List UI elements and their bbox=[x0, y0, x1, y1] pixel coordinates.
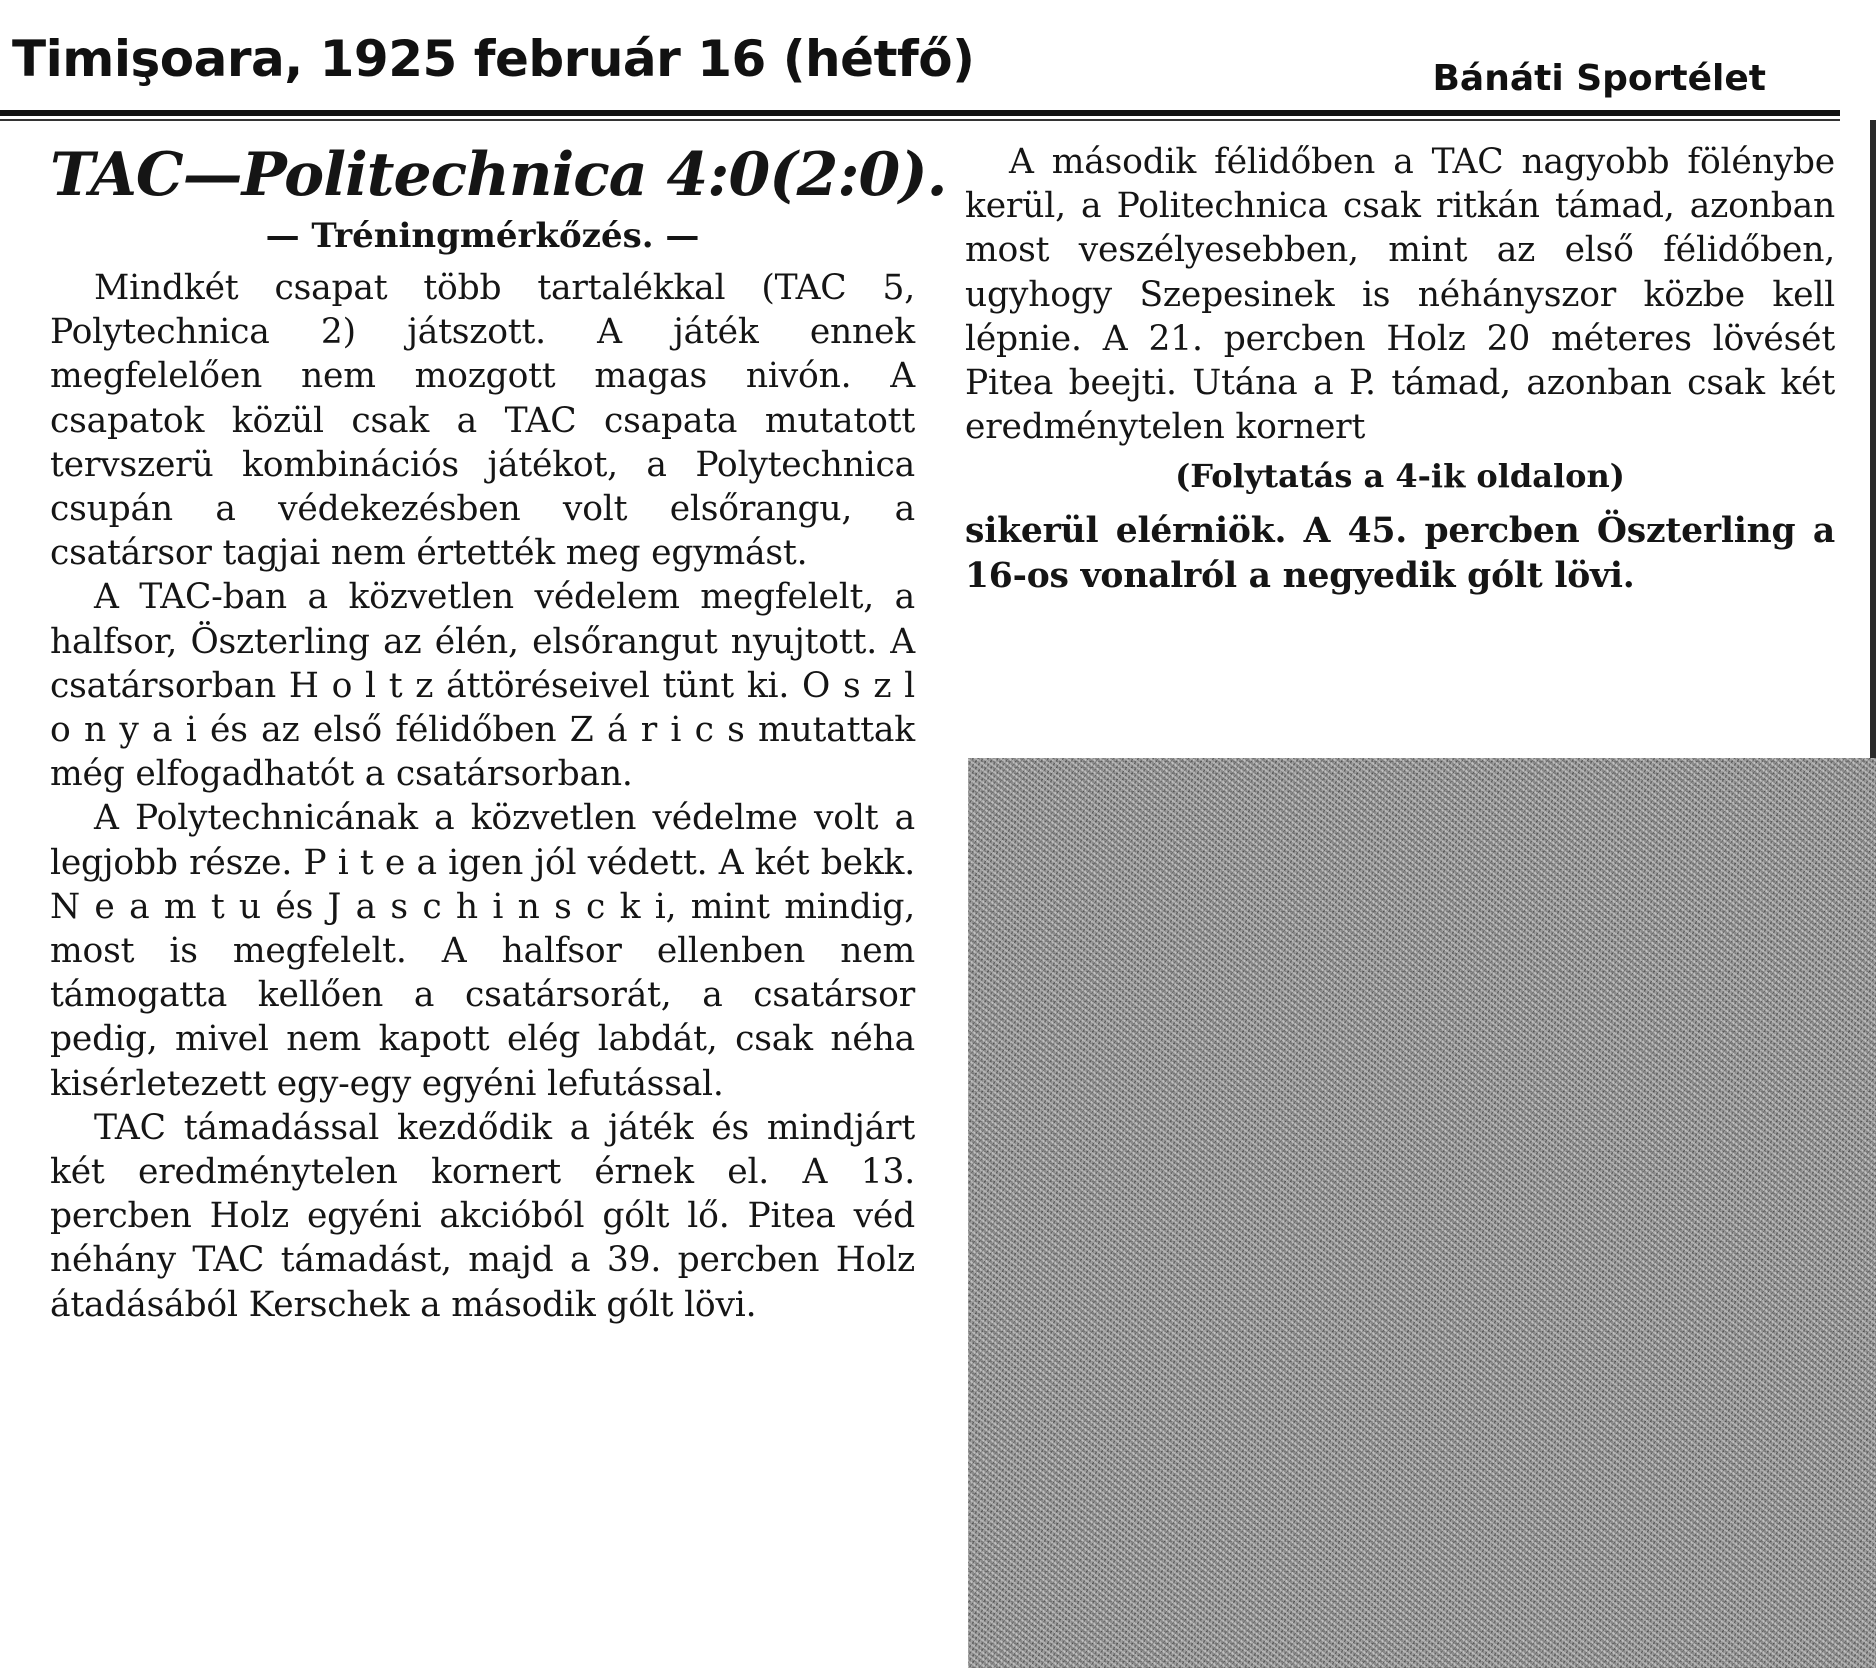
header-rule-thin bbox=[0, 119, 1840, 121]
article-paragraph: A Polytechnicának a közvetlen védelme volt a legjobb része. P i t e a igen jól védett. A két bekk. N e a m t u és J a s c h i n s c k i, mint mindig, most is megfelelt. A halfsor ellenben nem támogatta kellően a csatársorát, a csatársor pedig, mivel nem kapott elég labdát, csak néha kisérletezett egy-egy egyéni lefutással. bbox=[50, 798, 915, 1104]
scan-noise-area bbox=[968, 758, 1876, 1668]
article-paragraph: Mindkét csapat több tartalékkal (TAC 5, Polytechnica 2) játszott. A játék ennek megfelelően nem mozgott magas nivón. A csapatok közül csak a TAC csapata mutatott tervszerü kombinációs játékot, a Polytechnica csupán a védekezésben volt elsőrangu, a csatársor tagjai nem értették meg egymást. bbox=[50, 268, 915, 574]
page-header bbox=[0, 0, 1876, 120]
header-rule bbox=[0, 110, 1840, 116]
article-title: TAC—Politechnica 4:0(2:0). bbox=[50, 140, 947, 210]
page-edge-shadow bbox=[1870, 120, 1876, 760]
article-column-right bbox=[965, 140, 1835, 598]
article-paragraph: TAC támadással kezdődik a játék és mindjárt két eredménytelen kornert érnek el. A 13. percben Holz egyéni akcióból gólt lő. Pitea véd néhány TAC támadást, majd a 39. percben Holz átadásából Kerschek a második gólt lövi. bbox=[50, 1107, 915, 1325]
article-paragraph: A második félidőben a TAC nagyobb fölénybe kerül, a Politechnica csak ritkán támad, azonban most veszélyesebben, mint az első félidőben, ugyhogy Szepesinek is néhányszor közbe kell lépnie. A 21. percben Holz 20 méteres lövését Pitea beejti. Utána a P. támad, azonban csak két eredménytelen kornert bbox=[965, 142, 1835, 448]
continuation-note: (Folytatás a 4-ik oldalon) bbox=[1175, 457, 1625, 496]
continued-text: sikerül elérniök. A 45. percben Öszterling a 16-os vonalról a negyedik gólt lövi. bbox=[965, 511, 1835, 596]
article-column-left bbox=[50, 140, 947, 1327]
article-paragraph: A TAC-ban a közvetlen védelem megfelelt, a halfsor, Öszterling az élén, elsőrangut nyujtott. A csatársorban H o l t z áttöréseivel tünt ki. O s z l o n y a i és az első félidőben Z á r i c s mutattak még elfogadhatót a csatársorban. bbox=[50, 577, 915, 795]
publication-name: Bánáti Sportélet bbox=[1432, 58, 1766, 99]
dateline: Timişoara, 1925 február 16 (hétfő) bbox=[12, 30, 975, 88]
article-subtitle: — Tréningmérkőzés. — bbox=[265, 216, 700, 256]
